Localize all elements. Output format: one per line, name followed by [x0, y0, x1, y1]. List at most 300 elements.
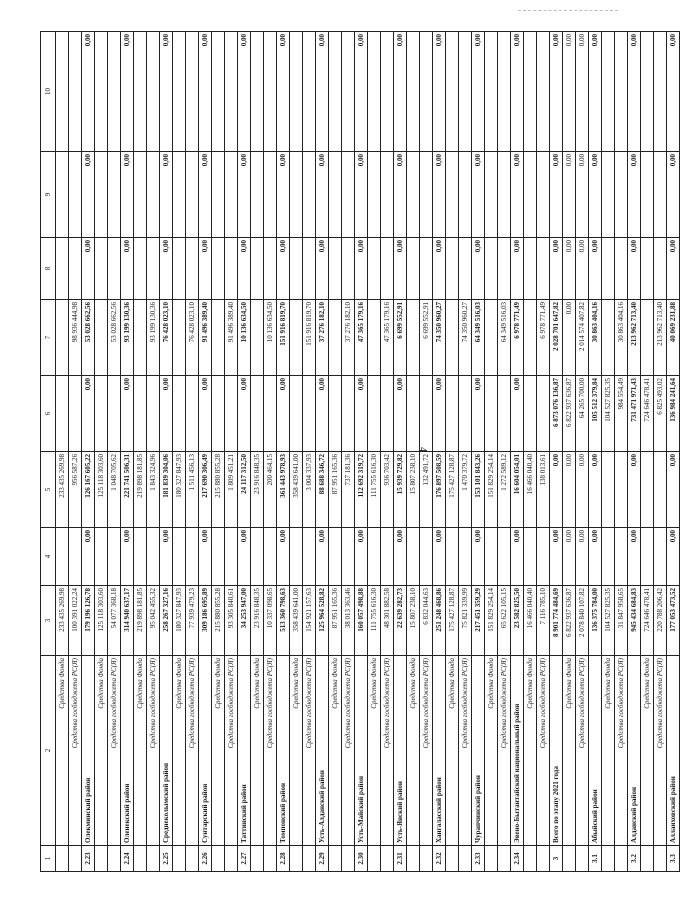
table-cell-c5: [615, 452, 628, 528]
col-6-header: 6: [41, 376, 56, 452]
table-cell-c7: 0,00: [563, 300, 576, 376]
table-cell-c6: [290, 376, 303, 452]
table-cell-c10: 0,00: [121, 32, 134, 152]
table-row-district: [433, 32, 446, 872]
table-cell-c9: 0,00: [394, 152, 407, 238]
table-cell-c8: [225, 238, 238, 300]
table-cell-c4: 0,00: [238, 528, 251, 586]
table-cell-c6: [69, 376, 82, 452]
table-cell-c9: [485, 152, 498, 238]
table-cell-c7: [95, 300, 108, 376]
table-cell-c8: 0,00: [576, 238, 589, 300]
rotated-table-sheet: [40, 32, 677, 872]
table-cell-c10: 0,00: [433, 32, 446, 152]
table-cell-c2: Средства госбюджета РС(Я): [654, 656, 667, 846]
table-cell-c3: 233 435 269,98: [56, 586, 69, 656]
table-cell-c5: 358 439 641,00: [290, 452, 303, 528]
table-cell-c10: [615, 32, 628, 152]
table-cell-c8: [342, 238, 355, 300]
table-cell-c3: 23 916 848,35: [251, 586, 264, 656]
table-cell-c7: 2 014 574 407,82: [576, 300, 589, 376]
table-cell-c7: [368, 300, 381, 376]
table-row-source: [147, 32, 160, 872]
table-cell-c6: [329, 376, 342, 452]
table-row-district: [472, 32, 485, 872]
table-cell-c8: 0,00: [277, 238, 290, 300]
table-row-district: [160, 32, 173, 872]
table-cell-c1: 2.29: [316, 846, 329, 872]
table-row-district: [277, 32, 290, 872]
table-cell-c6: 0,00: [238, 376, 251, 452]
table-cell-c8: [251, 238, 264, 300]
table-cell-c5: 176 897 508,59: [433, 452, 446, 528]
table-cell-c7: 93 199 130,36: [147, 300, 160, 376]
table-cell-c10: 0,00: [394, 32, 407, 152]
table-cell-c10: [134, 32, 147, 152]
table-cell-c1: [342, 846, 355, 872]
table-cell-c4: [290, 528, 303, 586]
table-cell-c3: 513 360 798,63: [277, 586, 290, 656]
table-cell-c3: 724 646 478,41: [641, 586, 654, 656]
table-cell-c9: 0,00: [576, 152, 589, 238]
table-cell-c2: Средства Фонда: [290, 656, 303, 846]
table-cell-c2: Томпонский район: [277, 656, 290, 846]
table-cell-c3: 6 822 937 636,87: [563, 586, 576, 656]
table-cell-c7: [407, 300, 420, 376]
table-cell-c1: [641, 846, 654, 872]
table-cell-c2: Усть-Майский район: [355, 656, 368, 846]
table-cell-c6: [407, 376, 420, 452]
table-cell-c1: 3.1: [589, 846, 602, 872]
col-2-header: 2: [41, 656, 56, 846]
table-cell-c4: 0,00: [511, 528, 524, 586]
table-cell-c6: 0,00: [394, 376, 407, 452]
table-row-source: [134, 32, 147, 872]
table-cell-c5: 16 466 040,40: [524, 452, 537, 528]
table-cell-c3: 219 898 181,85: [134, 586, 147, 656]
table-cell-c10: [290, 32, 303, 152]
table-cell-c8: [108, 238, 121, 300]
table-cell-c1: 2.23: [82, 846, 95, 872]
table-cell-c6: [95, 376, 108, 452]
table-cell-c5: 112 692 319,72: [355, 452, 368, 528]
table-row-source: [381, 32, 394, 872]
table-cell-c1: 3.3: [667, 846, 680, 872]
table-cell-c8: [615, 238, 628, 300]
table-cell-c8: [537, 238, 550, 300]
table-cell-c10: [602, 32, 615, 152]
table-cell-c3: 215 880 855,28: [212, 586, 225, 656]
table-cell-c7: 213 962 713,40: [654, 300, 667, 376]
table-cell-c2: Сунтарский район: [199, 656, 212, 846]
table-cell-c1: 2.34: [511, 846, 524, 872]
table-row-source: [537, 32, 550, 872]
table-cell-c7: 47 365 179,16: [355, 300, 368, 376]
table-row-source: [69, 32, 82, 872]
table-cell-c5: 215 880 855,28: [212, 452, 225, 528]
table-row-source: [498, 32, 511, 872]
table-row-district: [238, 32, 251, 872]
table-cell-c5: [654, 452, 667, 528]
table-cell-c6: 0,00: [82, 376, 95, 452]
table-cell-c9: 0,00: [121, 152, 134, 238]
table-cell-c6: [485, 376, 498, 452]
table-cell-c2: Алданский район: [628, 656, 641, 846]
table-cell-c1: [381, 846, 394, 872]
table-row-district: [394, 32, 407, 872]
table-cell-c7: 151 916 819,70: [277, 300, 290, 376]
table-cell-c7: 6 978 771,49: [537, 300, 550, 376]
table-row-district: [199, 32, 212, 872]
table-cell-c4: [147, 528, 160, 586]
table-cell-c8: [407, 238, 420, 300]
table-cell-c9: 0,00: [355, 152, 368, 238]
table-cell-c10: [524, 32, 537, 152]
table-cell-c4: [459, 528, 472, 586]
table-cell-c4: 0,00: [589, 528, 602, 586]
table-cell-c3: 65 622 105,15: [498, 586, 511, 656]
table-cell-c7: [290, 300, 303, 376]
table-cell-c3: 160 057 498,88: [355, 586, 368, 656]
table-cell-c1: [251, 846, 264, 872]
table-cell-c7: 30 863 404,16: [589, 300, 602, 376]
table-cell-c1: [69, 846, 82, 872]
table-cell-c9: [407, 152, 420, 238]
table-row-district: [550, 32, 563, 872]
table-cell-c7: 37 276 182,10: [342, 300, 355, 376]
table-cell-c10: 0,00: [277, 32, 290, 152]
table-cell-c5: 233 435 269,98: [56, 452, 69, 528]
table-cell-c9: [56, 152, 69, 238]
table-cell-c1: 2.26: [199, 846, 212, 872]
table-cell-c2: Таттинский район: [238, 656, 251, 846]
table-cell-c5: 1 048 705,62: [108, 452, 121, 528]
table-row-source: [368, 32, 381, 872]
table-cell-c7: 37 276 182,10: [316, 300, 329, 376]
table-cell-c4: [420, 528, 433, 586]
table-cell-c3: 151 829 254,14: [485, 586, 498, 656]
table-cell-c4: [485, 528, 498, 586]
table-cell-c6: 64 265 700,00: [576, 376, 589, 452]
table-cell-c9: [264, 152, 277, 238]
table-cell-c8: 0,00: [667, 238, 680, 300]
table-cell-c1: 2.30: [355, 846, 368, 872]
table-cell-c10: 0,00: [667, 32, 680, 152]
table-row-source: [563, 32, 576, 872]
table-row-source: [420, 32, 433, 872]
header-scan-mark: [518, 10, 618, 13]
table-cell-c4: [615, 528, 628, 586]
table-cell-c6: [381, 376, 394, 452]
table-cell-c6: [251, 376, 264, 452]
table-cell-c7: 30 863 404,16: [615, 300, 628, 376]
table-row-source: [329, 32, 342, 872]
table-cell-c5: 200 464,15: [264, 452, 277, 528]
table-cell-c7: [329, 300, 342, 376]
table-cell-c2: Усть-Алданский район: [316, 656, 329, 846]
table-cell-c9: [524, 152, 537, 238]
table-cell-c10: [108, 32, 121, 152]
table-cell-c2: Средства Фонда: [56, 656, 69, 846]
table-cell-c1: [303, 846, 316, 872]
table-cell-c3: 309 186 695,89: [199, 586, 212, 656]
table-cell-c4: 0,00: [160, 528, 173, 586]
table-cell-c10: 0,00: [511, 32, 524, 152]
table-cell-c8: 0,00: [589, 238, 602, 300]
table-cell-c5: 15 939 729,82: [394, 452, 407, 528]
table-cell-c5: 0,00: [667, 452, 680, 528]
table-cell-c2: Средства Фонда: [563, 656, 576, 846]
table-row-source: [459, 32, 472, 872]
table-cell-c6: 104 527 825,35: [602, 376, 615, 452]
table-cell-c8: [303, 238, 316, 300]
table-cell-c6: [186, 376, 199, 452]
table-cell-c2: Средства госбюджета РС(Я): [147, 656, 160, 846]
table-cell-c3: 23 582 825,50: [511, 586, 524, 656]
table-cell-c8: 0,00: [511, 238, 524, 300]
table-cell-c1: [329, 846, 342, 872]
col-10-header: 10: [41, 32, 56, 152]
table-cell-c4: 0,00: [199, 528, 212, 586]
table-cell-c2: Абыйский район: [589, 656, 602, 846]
table-cell-c1: [173, 846, 186, 872]
table-row-district: [121, 32, 134, 872]
table-cell-c1: [576, 846, 589, 872]
table-cell-c7: 74 350 960,27: [433, 300, 446, 376]
table-cell-c7: [524, 300, 537, 376]
table-cell-c9: [108, 152, 121, 238]
table-cell-c8: 0,00: [199, 238, 212, 300]
header-row: [41, 32, 56, 872]
table-cell-c6: 136 984 241,64: [667, 376, 680, 452]
table-cell-c2: Средства госбюджета РС(Я): [186, 656, 199, 846]
table-cell-c1: [134, 846, 147, 872]
table-cell-c9: 0,00: [589, 152, 602, 238]
table-cell-c1: [95, 846, 108, 872]
table-cell-c2: Всего по этапу 2021 года: [550, 656, 563, 846]
table-cell-c5: 125 118 303,60: [95, 452, 108, 528]
table-cell-c6: [303, 376, 316, 452]
table-cell-c3: 38 013 363,46: [342, 586, 355, 656]
table-cell-c6: 0,00: [472, 376, 485, 452]
table-cell-c2: Аллаиховский район: [667, 656, 680, 846]
table-cell-c9: 0,00: [160, 152, 173, 238]
table-cell-c1: [524, 846, 537, 872]
table-cell-c5: 1 809 451,21: [225, 452, 238, 528]
table-cell-c6: 724 646 478,41: [641, 376, 654, 452]
table-cell-c10: [537, 32, 550, 152]
table-cell-c5: 88 688 346,72: [316, 452, 329, 528]
table-cell-c5: 0,00: [550, 452, 563, 528]
table-cell-c4: [641, 528, 654, 586]
table-cell-c6: 6 825 493,02: [654, 376, 667, 452]
table-cell-c2: Средства госбюджета РС(Я): [342, 656, 355, 846]
table-cell-c2: Средства Фонда: [641, 656, 654, 846]
table-cell-c4: [303, 528, 316, 586]
table-cell-c5: 956 587,26: [69, 452, 82, 528]
table-cell-c5: 16 604 054,01: [511, 452, 524, 528]
table-cell-c5: 180 327 847,93: [173, 452, 186, 528]
table-cell-c1: [56, 846, 69, 872]
table-cell-c3: 16 466 040,40: [524, 586, 537, 656]
table-cell-c6: 0,00: [433, 376, 446, 452]
table-cell-c3: 136 375 784,00: [589, 586, 602, 656]
table-cell-c5: [641, 452, 654, 528]
table-cell-c4: 0,00: [316, 528, 329, 586]
table-cell-c7: [485, 300, 498, 376]
table-cell-c4: 0,00: [433, 528, 446, 586]
table-cell-c5: 24 117 312,50: [238, 452, 251, 528]
table-cell-c4: [329, 528, 342, 586]
table-cell-c2: Средства Фонда: [95, 656, 108, 846]
table-row-district: [82, 32, 95, 872]
table-cell-c10: [485, 32, 498, 152]
table-cell-c10: [407, 32, 420, 152]
table-cell-c1: [563, 846, 576, 872]
table-cell-c1: 2.27: [238, 846, 251, 872]
col-7-header: 7: [41, 300, 56, 376]
table-cell-c8: 0,00: [316, 238, 329, 300]
table-cell-c2: Средства госбюджета РС(Я): [264, 656, 277, 846]
table-cell-c5: 0,00: [563, 452, 576, 528]
table-cell-c6: 0,00: [160, 376, 173, 452]
table-cell-c3: 6 832 044,63: [420, 586, 433, 656]
table-cell-c2: Средства Фонда: [212, 656, 225, 846]
table-cell-c10: 0,00: [563, 32, 576, 152]
table-cell-c2: Эвено-Бытантайский национальный район: [511, 656, 524, 846]
table-cell-c9: [212, 152, 225, 238]
table-cell-c4: [381, 528, 394, 586]
table-cell-c3: 48 301 882,58: [381, 586, 394, 656]
table-cell-c8: [485, 238, 498, 300]
table-row-source: [225, 32, 238, 872]
table-cell-c2: Средства Фонда: [602, 656, 615, 846]
table-cell-c8: [329, 238, 342, 300]
table-cell-c4: 0,00: [563, 528, 576, 586]
table-cell-c5: 1 511 456,13: [186, 452, 199, 528]
col-3-header: 3: [41, 586, 56, 656]
table-cell-c9: [173, 152, 186, 238]
table-cell-c1: [485, 846, 498, 872]
table-cell-c3: 54 077 368,18: [108, 586, 121, 656]
table-cell-c6: 0,00: [316, 376, 329, 452]
table-row-source: [303, 32, 316, 872]
table-cell-c5: 219 898 181,85: [134, 452, 147, 528]
table-cell-c2: Средства Фонда: [329, 656, 342, 846]
table-row-source: [485, 32, 498, 872]
table-cell-c8: [173, 238, 186, 300]
table-cell-c4: 0,00: [355, 528, 368, 586]
table-cell-c1: [108, 846, 121, 872]
table-cell-c6: 0,00: [199, 376, 212, 452]
table-cell-c10: [368, 32, 381, 152]
table-cell-c3: 2 078 840 107,82: [576, 586, 589, 656]
table-cell-c9: [329, 152, 342, 238]
table-cell-c9: [147, 152, 160, 238]
table-cell-c8: 0,00: [121, 238, 134, 300]
table-cell-c8: [212, 238, 225, 300]
table-cell-c2: Средства госбюджета РС(Я): [381, 656, 394, 846]
col-1-header: 1: [41, 846, 56, 872]
table-cell-c7: 76 428 023,10: [160, 300, 173, 376]
table-cell-c5: 0,00: [576, 452, 589, 528]
table-cell-c4: [251, 528, 264, 586]
table-cell-c10: 0,00: [199, 32, 212, 152]
table-cell-c4: [368, 528, 381, 586]
table-cell-c10: [225, 32, 238, 152]
table-cell-c10: [420, 32, 433, 152]
table-cell-c5: 0,00: [589, 452, 602, 528]
table-cell-c10: [381, 32, 394, 152]
table-cell-c3: 220 788 206,42: [654, 586, 667, 656]
table-row-source: [95, 32, 108, 872]
table-cell-c6: [459, 376, 472, 452]
table-cell-c6: 0,00: [511, 376, 524, 452]
table-cell-c3: 111 755 616,30: [368, 586, 381, 656]
table-cell-c1: [446, 846, 459, 872]
table-cell-c2: Средства госбюджета РС(Я): [459, 656, 472, 846]
table-cell-c1: [186, 846, 199, 872]
table-cell-c1: [537, 846, 550, 872]
table-cell-c5: 15 807 238,10: [407, 452, 420, 528]
table-row-source: [615, 32, 628, 872]
page-number: 4: [417, 447, 428, 452]
table-row-district: [589, 32, 602, 872]
table-cell-c5: 936 703,42: [381, 452, 394, 528]
table-row-district: [511, 32, 524, 872]
table-cell-c3: 945 434 684,83: [628, 586, 641, 656]
table-cell-c5: 138 013,61: [537, 452, 550, 528]
table-cell-c8: 0,00: [82, 238, 95, 300]
table-cell-c5: 126 167 605,22: [82, 452, 95, 528]
table-cell-c7: 53 028 662,56: [108, 300, 121, 376]
table-cell-c6: [108, 376, 121, 452]
table-cell-c7: 10 136 634,50: [264, 300, 277, 376]
table-cell-c3: 10 337 098,65: [264, 586, 277, 656]
table-cell-c9: 0,00: [563, 152, 576, 238]
table-cell-c9: [459, 152, 472, 238]
table-cell-c6: [498, 376, 511, 452]
table-cell-c5: 175 427 128,87: [446, 452, 459, 528]
table-cell-c9: [498, 152, 511, 238]
table-cell-c10: 0,00: [589, 32, 602, 152]
table-cell-c7: [251, 300, 264, 376]
table-cell-c7: 6 978 771,49: [511, 300, 524, 376]
table-cell-c4: 0,00: [628, 528, 641, 586]
table-cell-c8: [95, 238, 108, 300]
table-cell-c3: 104 527 825,35: [602, 586, 615, 656]
table-cell-c8: 0,00: [550, 238, 563, 300]
table-cell-c7: 64 349 516,03: [498, 300, 511, 376]
table-cell-c3: 314 940 637,17: [121, 586, 134, 656]
table-cell-c1: 2.33: [472, 846, 485, 872]
table-cell-c9: 0,00: [550, 152, 563, 238]
table-cell-c7: 53 028 662,56: [82, 300, 95, 376]
table-row-district: [316, 32, 329, 872]
table-cell-c3: 154 921 157,63: [303, 586, 316, 656]
table-cell-c8: [654, 238, 667, 300]
table-cell-c8: [264, 238, 277, 300]
table-row-source: [186, 32, 199, 872]
table-cell-c4: [602, 528, 615, 586]
table-cell-c2: Средства Фонда: [173, 656, 186, 846]
table-cell-c1: [615, 846, 628, 872]
table-cell-c2: Средства Фонда: [524, 656, 537, 846]
table-cell-c10: [641, 32, 654, 152]
table-cell-c6: [134, 376, 147, 452]
table-cell-c1: [368, 846, 381, 872]
table-cell-c3: 125 118 303,60: [95, 586, 108, 656]
